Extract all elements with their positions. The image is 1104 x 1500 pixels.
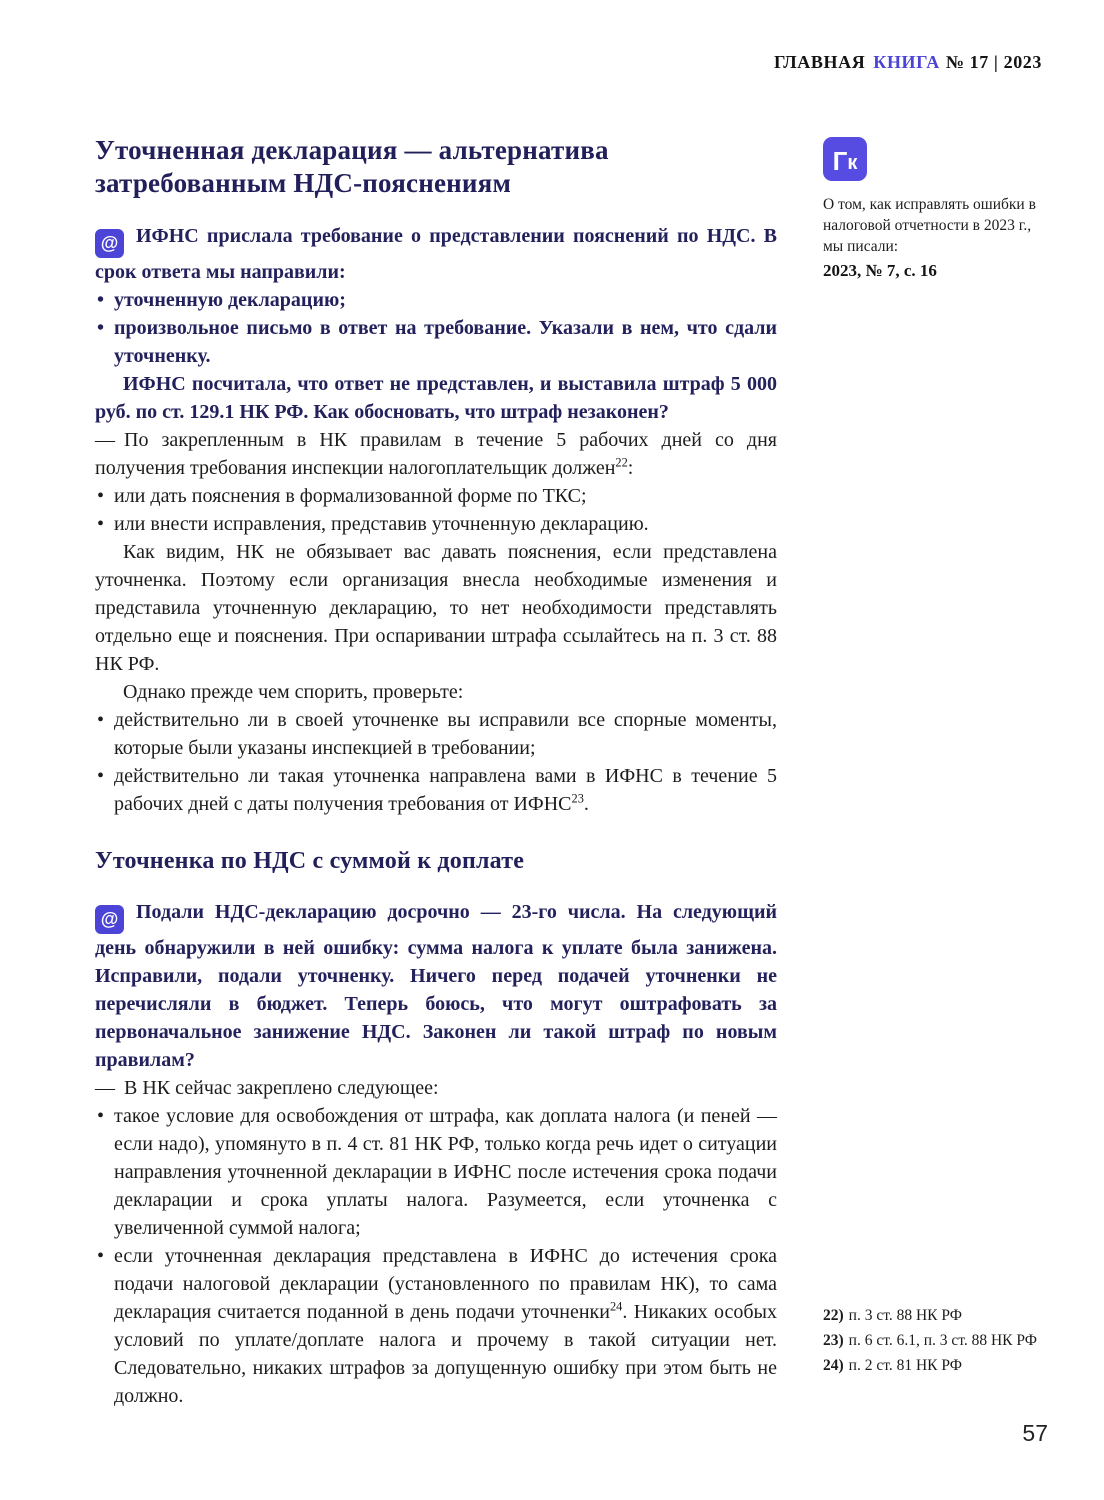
footnote-23-number: 23) [823,1332,844,1349]
sidebar-issue-reference: 2023, № 7, с. 16 [823,261,937,280]
gk-logo-letter-k: к [847,152,858,174]
answer-1-bullet: • или внести исправления, представив уточненную декларацию. [95,510,777,538]
answer-1-check-bullet [95,762,777,818]
article-1-title [95,134,777,200]
answer-dash: — [95,1076,115,1099]
brand-glavnaya: ГЛАВНАЯ [773,52,866,72]
answer-1-lead-text: По закрепленным в НК правилам в течение 5 рабочих дней со дня получения требования инспекции налогоплательщик должен [95,428,777,479]
at-icon [95,229,124,258]
answer-1-check-bullet: • действительно ли в своей уточненке вы исправили все спорные моменты, которые были указаны инспекцией в требовании; [95,706,777,762]
answer-2-bullet: • такое условие для освобождения от штрафа, как доплата налога (и пеней — если надо), упомянуто в п. 4 ст. 81 НК РФ, только когда речь идет о ситуации направления уточненной декларации в ИФНС после истечения срока подачи декларации и срока уплаты налога. Разумеется, если уточненка с увеличенной суммой налога; [95,1102,777,1242]
question-2-text: Подали НДС-декларацию досрочно — 23-го числа. На следующий день обнаружили в ней ошибку: сумма налога к уплате была занижена. Исправили, подали уточненку. Ничего перед подачей уточненки не перечисляли в бюджет. Теперь боюсь, что могут оштрафовать за первоначальное занижение НДС. Законен ли такой штраф по новым правилам? [95,901,777,1071]
question-1-outro: ИФНС посчитала, что ответ не представлен, и выставила штраф 5 000 руб. по ст. 129.1 НК РФ. Как обосновать, что штраф незаконен? [95,372,777,423]
footnote-22-number: 22) [823,1307,844,1324]
question-1-intro [95,222,777,286]
footnote-ref-24: 24 [609,1298,623,1313]
article-1-title-line2: затребованным НДС-пояснениям [95,168,512,198]
masthead [774,52,1042,73]
question-1-bullet: • уточненную декларацию; [95,286,777,314]
answer-1-check-bullet2-text: действительно ли такая уточненка направлена вами в ИФНС в течение 5 рабочих дней с даты получения требования от ИФНС [114,764,777,815]
sidebar [823,137,1047,281]
footnote-24 [823,1353,1083,1378]
answer-1-lead [95,426,777,482]
gk-logo-letter-g: Г [832,146,848,176]
sidebar-note: О том, как исправлять ошибки в налоговой отчетности в 2023 г., мы писали: [823,196,1036,255]
question-1-intro-text: ИФНС прислала требование о представлении пояснений по НДС. В срок ответа мы направили: [95,225,777,283]
answer-2-bullet [95,1242,777,1410]
answer-1-paragraph: Как видим, НК не обязывает вас давать пояснения, если представлена уточненка. Поэтому если организация внесла необходимые изменения и представила уточненную декларацию, то нет необходимости представлять отдельно еще и пояснения. При оспаривании штрафа ссылайтесь на п. 3 ст. 88 НК РФ. [95,540,777,675]
answer-dash: — [95,428,115,451]
article-1 [95,0,777,818]
footnote-ref-22: 22 [615,454,628,469]
brand-kniga: КНИГА [873,52,940,72]
at-icon [95,905,124,934]
gk-logo-icon [823,137,867,181]
article-2 [95,846,777,1410]
footnote-22 [823,1303,1083,1328]
answer-1-lead-tail: : [627,456,634,479]
footnote-24-text: п. 2 ст. 81 НК РФ [848,1357,962,1374]
article-1-title-line1: Уточненная декларация — альтернатива [95,135,609,165]
answer-1-bullet: • или дать пояснения в формализованной форме по ТКС; [95,482,777,510]
footnotes [823,1303,1083,1378]
answer-2-lead-text: В НК сейчас закреплено следующее: [124,1076,439,1099]
answer-2-bullet2-tail: . Никаких особых условий по уплате/доплате налога и прочему в такой ситуации нет. Следовательно, никаких штрафов за допущенную ошибку при этом быть не должно. [114,1300,777,1407]
answer-2-bullet2-text: если уточненная декларация представлена в ИФНС до истечения срока подачи налоговой декларации (установленного по правилам НК), то сама декларация считается поданной в день подачи уточненки [114,1244,777,1323]
footnote-ref-23: 23 [571,790,584,805]
article-2-title: Уточненка по НДС с суммой к доплате [95,848,525,874]
answer-1-paragraph: Однако прежде чем спорить, проверьте: [123,680,464,703]
page-number: 57 [1022,1420,1048,1446]
footnote-24-number: 24) [823,1357,844,1374]
footnote-23 [823,1328,1083,1353]
answer-1-check-bullet2-tail: . [583,792,589,815]
at-icon-glyph: @ [100,909,119,929]
at-icon-glyph: @ [100,233,119,253]
question-1-bullet: • произвольное письмо в ответ на требование. Указали в нем, что сдали уточненку. [95,314,777,370]
footnote-22-text: п. 3 ст. 88 НК РФ [848,1307,962,1324]
question-2 [95,898,777,1074]
footnote-23-text: п. 6 ст. 6.1, п. 3 ст. 88 НК РФ [848,1332,1037,1349]
answer-2-lead [95,1074,777,1102]
issue-number: № 17 | 2023 [945,52,1042,72]
